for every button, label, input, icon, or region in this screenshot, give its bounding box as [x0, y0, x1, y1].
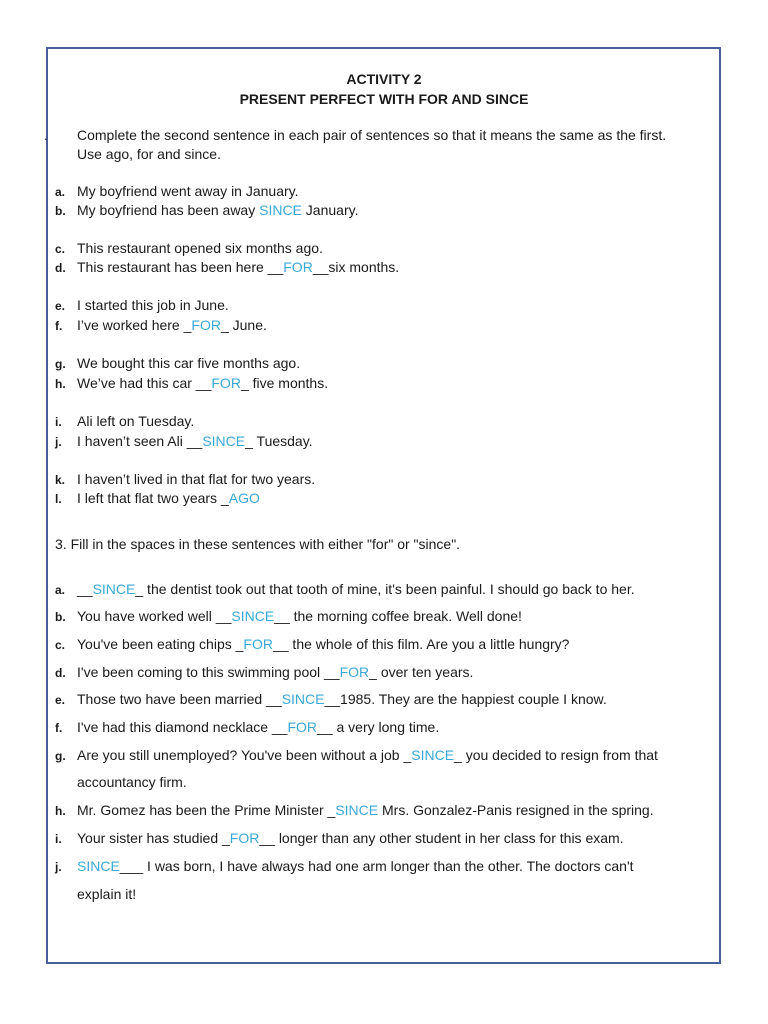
item-text: You've been eating chips _FOR__ the whole of this film. Are you a little hungry? — [77, 636, 570, 652]
item-label: j. — [55, 435, 62, 449]
answer: FOR — [283, 259, 313, 275]
answer: SINCE — [411, 747, 455, 763]
item-text: SINCE___ I was born, I have always had one arm longer than the other. The doctors can't — [77, 858, 634, 874]
item-label: c. — [55, 638, 66, 652]
item-label: k. — [55, 473, 66, 487]
item-label: i. — [55, 832, 62, 846]
item-label: d. — [55, 261, 66, 275]
answer: SINCE — [77, 858, 120, 874]
item-text: I left that flat two years _AGO — [77, 490, 260, 506]
answer: SINCE — [259, 202, 302, 218]
item-text: Mr. Gomez has been the Prime Minister _SINCE Mrs. Gonzalez-Panis resigned in the spring. — [77, 802, 654, 818]
item-text: I've had this diamond necklace __FOR__ a very long time. — [77, 719, 440, 735]
section2-instruction-line2: Use ago, for and since. — [77, 146, 221, 162]
item-text: This restaurant has been here __FOR__six months. — [77, 259, 400, 275]
item-label: g. — [55, 749, 66, 763]
answer: SINCE — [92, 581, 136, 597]
item-text: I started this job in June. — [77, 297, 229, 313]
item-label: l. — [55, 492, 62, 506]
item-text-continued: accountancy firm. — [77, 774, 187, 790]
answer: FOR — [339, 664, 370, 680]
item-text: Are you still unemployed? You've been without a job _SINCE_ you decided to resign from that — [77, 747, 658, 763]
item-text: We bought this car five months ago. — [77, 355, 301, 371]
item-label: e. — [55, 693, 66, 707]
item-text: Ali left on Tuesday. — [77, 413, 195, 429]
item-label: c. — [55, 242, 66, 256]
answer: FOR — [211, 375, 241, 391]
item-label: f. — [55, 319, 63, 333]
answer: AGO — [228, 490, 260, 506]
item-text: I haven’t seen Ali __SINCE_ Tuesday. — [77, 433, 313, 449]
item-text-continued: explain it! — [77, 886, 137, 902]
item-text: My boyfriend went away in January. — [77, 183, 299, 199]
item-text: __SINCE_ the dentist took out that tooth of mine, it's been painful. I should go back to her. — [77, 581, 635, 597]
activity-title: ACTIVITY 2 — [346, 71, 422, 87]
item-text: Your sister has studied _FOR__ longer than any other student in her class for this exam. — [77, 830, 624, 846]
item-label: h. — [55, 804, 66, 818]
answer: SINCE — [335, 802, 379, 818]
item-text: We’ve had this car __FOR_ five months. — [77, 375, 329, 391]
item-label: a. — [55, 583, 66, 597]
section3-instruction: 3. Fill in the spaces in these sentences with either "for" or "since". — [55, 536, 461, 552]
answer: FOR — [191, 317, 221, 333]
item-label: a. — [55, 185, 66, 199]
item-text: This restaurant opened six months ago. — [77, 240, 323, 256]
answer: FOR — [229, 830, 260, 846]
answer: SINCE — [231, 608, 275, 624]
answer: FOR — [243, 636, 273, 652]
item-text: I've been coming to this swimming pool __FOR_ over ten years. — [77, 664, 474, 680]
item-label: b. — [55, 204, 66, 218]
item-label: b. — [55, 610, 66, 624]
item-label: j. — [55, 860, 62, 874]
answer: FOR — [287, 719, 318, 735]
item-label: f. — [55, 721, 63, 735]
item-label: d. — [55, 666, 66, 680]
item-label: e. — [55, 299, 66, 313]
answer: SINCE — [202, 433, 246, 449]
item-text: My boyfriend has been away SINCE January. — [77, 202, 359, 218]
item-text: I’ve worked here _FOR_ June. — [77, 317, 267, 333]
item-text: Those two have been married __SINCE__1985. They are the happiest couple I know. — [77, 691, 607, 707]
item-label: i. — [55, 415, 62, 429]
item-text: I haven’t lived in that flat for two years. — [77, 471, 316, 487]
item-text: You have worked well __SINCE__ the morning coffee break. Well done! — [77, 608, 522, 624]
worksheet-title: PRESENT PERFECT WITH FOR AND SINCE — [239, 91, 529, 107]
item-label: g. — [55, 357, 66, 371]
answer: SINCE — [281, 691, 325, 707]
section2-instruction-line1: Complete the second sentence in each pair of sentences so that it means the same as the first. — [77, 127, 667, 143]
item-label: h. — [55, 377, 66, 391]
section2-number: . — [44, 127, 48, 143]
